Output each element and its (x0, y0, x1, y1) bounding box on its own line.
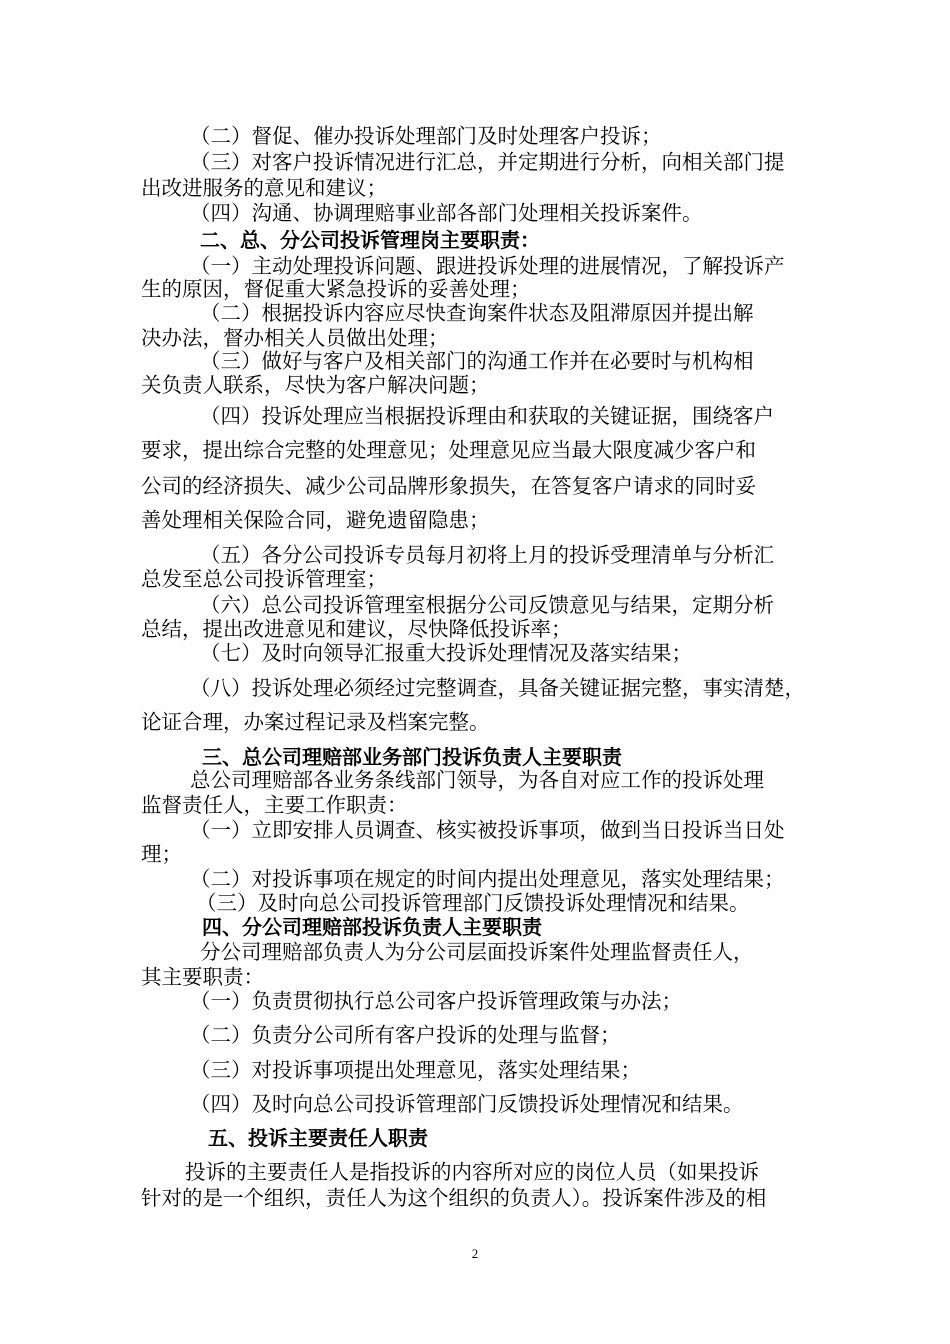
text-line: （三）做好与客户及相关部门的沟通工作并在必要时与机构相 (200, 349, 754, 373)
text-line: 总结，提出改进意见和建议，尽快降低投诉率； (141, 617, 572, 641)
text-line: （一）负责贯彻执行总公司客户投诉管理政策与办法； (190, 989, 682, 1013)
page-number: 2 (471, 1246, 479, 1261)
text-line: （二）对投诉事项在规定的时间内提出处理意见，落实处理结果； (190, 867, 785, 891)
text-line: 总公司理赔部各业务条线部门领导，为各自对应工作的投诉处理 (190, 768, 764, 792)
text-line: （一）立即安排人员调查、核实被投诉事项，做到当日投诉当日处 (190, 818, 785, 842)
section-heading: 四、分公司理赔部投诉负责人主要职责 (202, 915, 542, 939)
text-line: 论证合理，办案过程记录及档案完整。 (141, 710, 490, 734)
text-line: （四）沟通、协调理赔事业部各部门处理相关投诉案件。 (190, 201, 703, 225)
text-line: 生的原因，督促重大紧急投诉的妥善处理； (141, 277, 531, 301)
text-line: （七）及时向领导汇报重大投诉处理情况及落实结果； (200, 641, 692, 665)
section-heading: 三、总公司理赔部业务部门投诉负责人主要职责 (202, 745, 622, 769)
text-line: 理； (141, 842, 182, 866)
text-line: 其主要职责： (141, 965, 264, 989)
text-line: （二）负责分公司所有客户投诉的处理与监督； (190, 1023, 621, 1047)
text-line: 出改进服务的意见和建议； (141, 176, 387, 200)
text-line: 监督责任人，主要工作职责： (141, 793, 408, 817)
text-line: 针对的是一个组织，责任人为这个组织的负责人）。投诉案件涉及的相 (141, 1186, 767, 1210)
text-line: （四）投诉处理应当根据投诉理由和获取的关键证据，围绕客户 (200, 404, 774, 428)
text-line: 分公司理赔部负责人为分公司层面投诉案件处理监督责任人， (200, 940, 754, 964)
text-line: 公司的经济损失、减少公司品牌形象损失，在答复客户请求的同时妥 (141, 474, 756, 498)
section-heading: 五、投诉主要责任人职责 (208, 1126, 428, 1150)
text-line: （三）对投诉事项提出处理意见，落实处理结果； (190, 1058, 641, 1082)
text-line: 决办法，督办相关人员做出处理； (141, 326, 449, 350)
text-line: （六）总公司投诉管理室根据分公司反馈意见与结果，定期分析 (200, 593, 774, 617)
text-line: （二）根据投诉内容应尽快查询案件状态及阻滞原因并提出解 (200, 301, 754, 325)
text-line: 投诉的主要责任人是指投诉的内容所对应的岗位人员（如果投诉 (185, 1160, 759, 1184)
text-line: （二）督促、催办投诉处理部门及时处理客户投诉； (190, 124, 662, 148)
text-line: （五）各分公司投诉专员每月初将上月的投诉受理清单与分析汇 (200, 543, 774, 567)
text-line: 总发至总公司投诉管理室； (141, 567, 387, 591)
text-line: （四）及时向总公司投诉管理部门反馈投诉处理情况和结果。 (190, 1092, 744, 1116)
section-heading: 二、总、分公司投诉管理岗主要职责： (200, 228, 540, 252)
text-line: （八）投诉处理必须经过完整调查，具备关键证据完整，事实清楚， (190, 676, 805, 700)
text-line: 要求，提出综合完整的处理意见；处理意见应当最大限度减少客户和 (141, 438, 756, 462)
text-line: 善处理相关保险合同，避免遗留隐患； (141, 508, 490, 532)
text-line: （三）对客户投诉情况进行汇总，并定期进行分析，向相关部门提 (190, 150, 785, 174)
text-line: （三）及时向总公司投诉管理部门反馈投诉处理情况和结果。 (196, 891, 750, 915)
text-line: （一）主动处理投诉问题、跟进投诉处理的进展情况，了解投诉产 (190, 254, 785, 278)
text-line: 关负责人联系，尽快为客户解决问题； (141, 373, 490, 397)
